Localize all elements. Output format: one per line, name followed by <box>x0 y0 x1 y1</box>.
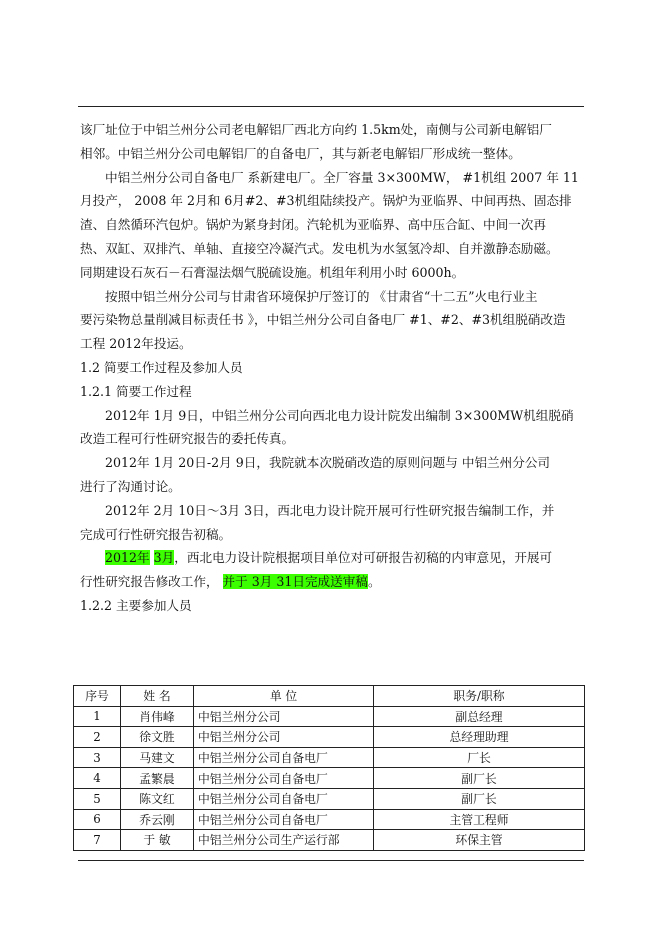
text-line: 相邻。中铝兰州分公司电解铝厂的自备电厂，其与新老电解铝厂形成统一整体。 <box>80 145 521 161</box>
cell-title: 副厂长 <box>374 768 585 789</box>
cell-name: 陈文红 <box>121 788 194 809</box>
paragraph-process-2 <box>80 451 584 499</box>
highlight-year: 2012年 <box>105 550 150 566</box>
cell-name: 孟繁晨 <box>121 768 194 789</box>
cell-title: 环保主管 <box>374 830 585 851</box>
header-rule <box>78 106 584 107</box>
cell-name: 肖伟峰 <box>121 706 194 727</box>
text-line: 渣、自然循环汽包炉。锅炉为紧身封闭。汽轮机为亚临界、高中压合缸、中间一次再 <box>80 217 546 233</box>
paragraph-agreement <box>80 285 584 356</box>
paragraph-process-3 <box>80 499 584 547</box>
cell-title: 厂长 <box>374 747 585 768</box>
cell-number: 7 <box>74 830 121 851</box>
cell-title: 副总经理 <box>374 706 585 727</box>
cell-name: 于 敏 <box>121 830 194 851</box>
cell-title: 副厂长 <box>374 788 585 809</box>
section-heading-1-2: 1.2 简要工作过程及参加人员 <box>80 359 243 375</box>
table-row <box>74 768 585 789</box>
header-name: 姓 名 <box>121 686 194 707</box>
text-line: 按照中铝兰州分公司与甘肃省环境保护厅签订的 《甘肃省“十二五”火电行业主 <box>105 288 538 304</box>
cell-unit: 中铝兰州分公司自备电厂 <box>194 768 374 789</box>
text-line: 热、双缸、双排汽、单轴、直接空冷凝汽式。发电机为水氢氢冷却、自并激静态励磁。 <box>80 240 559 256</box>
text-segment: ，西北电力设计院根据项目单位对可研报告初稿的内审意见，开展可 <box>174 550 553 566</box>
text-line: 工程 2012年投运。 <box>80 336 192 352</box>
participants-table <box>73 685 585 851</box>
text-segment: 。 <box>367 574 381 590</box>
text-line: 要污染物总量削减目标责任书 》，中铝兰州分公司自备电厂 #1、#2、#3机组脱硝改造 <box>80 312 566 328</box>
cell-number: 1 <box>74 706 121 727</box>
text-line: 2012年 1月 9日，中铝兰州分公司向西北电力设计院发出编制 3×300MW机组脱硝 <box>105 407 574 423</box>
cell-unit: 中铝兰州分公司生产运行部 <box>194 830 374 851</box>
cell-name: 徐文胜 <box>121 727 194 748</box>
header-title: 职务/职称 <box>374 686 585 707</box>
text-line: 同期建设石灰石－石膏湿法烟气脱硫设施。机组年利用小时 6000h。 <box>80 264 465 280</box>
cell-number: 6 <box>74 809 121 830</box>
paragraph-plant-overview <box>80 166 584 285</box>
text-line <box>80 570 584 594</box>
cell-unit: 中铝兰州分公司 <box>194 706 374 727</box>
header-number: 序号 <box>74 686 121 707</box>
cell-number: 3 <box>74 747 121 768</box>
paragraph-process-1 <box>80 404 584 452</box>
cell-number: 4 <box>74 768 121 789</box>
table-row <box>74 809 585 830</box>
text-line: 完成可行性研究报告初稿。 <box>80 526 232 542</box>
document-body <box>80 118 584 618</box>
header-unit: 单 位 <box>194 686 374 707</box>
text-line: 进行了沟通讨论。 <box>80 478 181 494</box>
highlight-month: 3月 <box>153 550 175 566</box>
cell-number: 5 <box>74 788 121 809</box>
text-line: 2012年 2月 10日～3月 3日，西北电力设计院开展可行性研究报告编制工作，并 <box>105 502 555 518</box>
text-line: 中铝兰州分公司自备电厂 系新建电厂。全厂容量 3×300MW， #1机组 2007 年 11 <box>105 169 579 185</box>
paragraph-process-4 <box>80 546 584 594</box>
table-row <box>74 747 585 768</box>
text-line: 月投产， 2008 年 2月和 6月#2、#3机组陆续投产。锅炉为亚临界、中间再热、固态排 <box>80 193 572 209</box>
text-segment: 行性研究报告修改工作， <box>80 574 223 590</box>
table-row <box>74 727 585 748</box>
cell-unit: 中铝兰州分公司 <box>194 727 374 748</box>
table-row <box>74 830 585 851</box>
cell-unit: 中铝兰州分公司自备电厂 <box>194 747 374 768</box>
cell-title: 主管工程师 <box>374 809 585 830</box>
text-line: 2012年 1月 20日-2月 9日，我院就本次脱硝改造的原则问题与 中铝兰州分公司 <box>105 455 551 471</box>
highlight-submission: 并于 3月 31日完成送审稿 <box>222 574 368 590</box>
cell-number: 2 <box>74 727 121 748</box>
table-header-row <box>74 686 585 707</box>
cell-unit: 中铝兰州分公司自备电厂 <box>194 809 374 830</box>
text-line <box>80 546 584 570</box>
table-row <box>74 706 585 727</box>
section-heading-1-2-2: 1.2.2 主要参加人员 <box>80 597 192 613</box>
cell-title: 总经理助理 <box>374 727 585 748</box>
cell-name: 马建文 <box>121 747 194 768</box>
cell-unit: 中铝兰州分公司自备电厂 <box>194 788 374 809</box>
footer-rule <box>78 860 584 861</box>
cell-name: 乔云刚 <box>121 809 194 830</box>
paragraph-site-location <box>80 118 584 166</box>
table-row <box>74 788 585 809</box>
text-line: 改造工程可行性研究报告的委托传真。 <box>80 431 295 447</box>
section-heading-1-2-1: 1.2.1 简要工作过程 <box>80 383 192 399</box>
text-line: 该厂址位于中铝兰州分公司老电解铝厂西北方向约 1.5km处，南侧与公司新电解铝厂 <box>80 122 552 137</box>
